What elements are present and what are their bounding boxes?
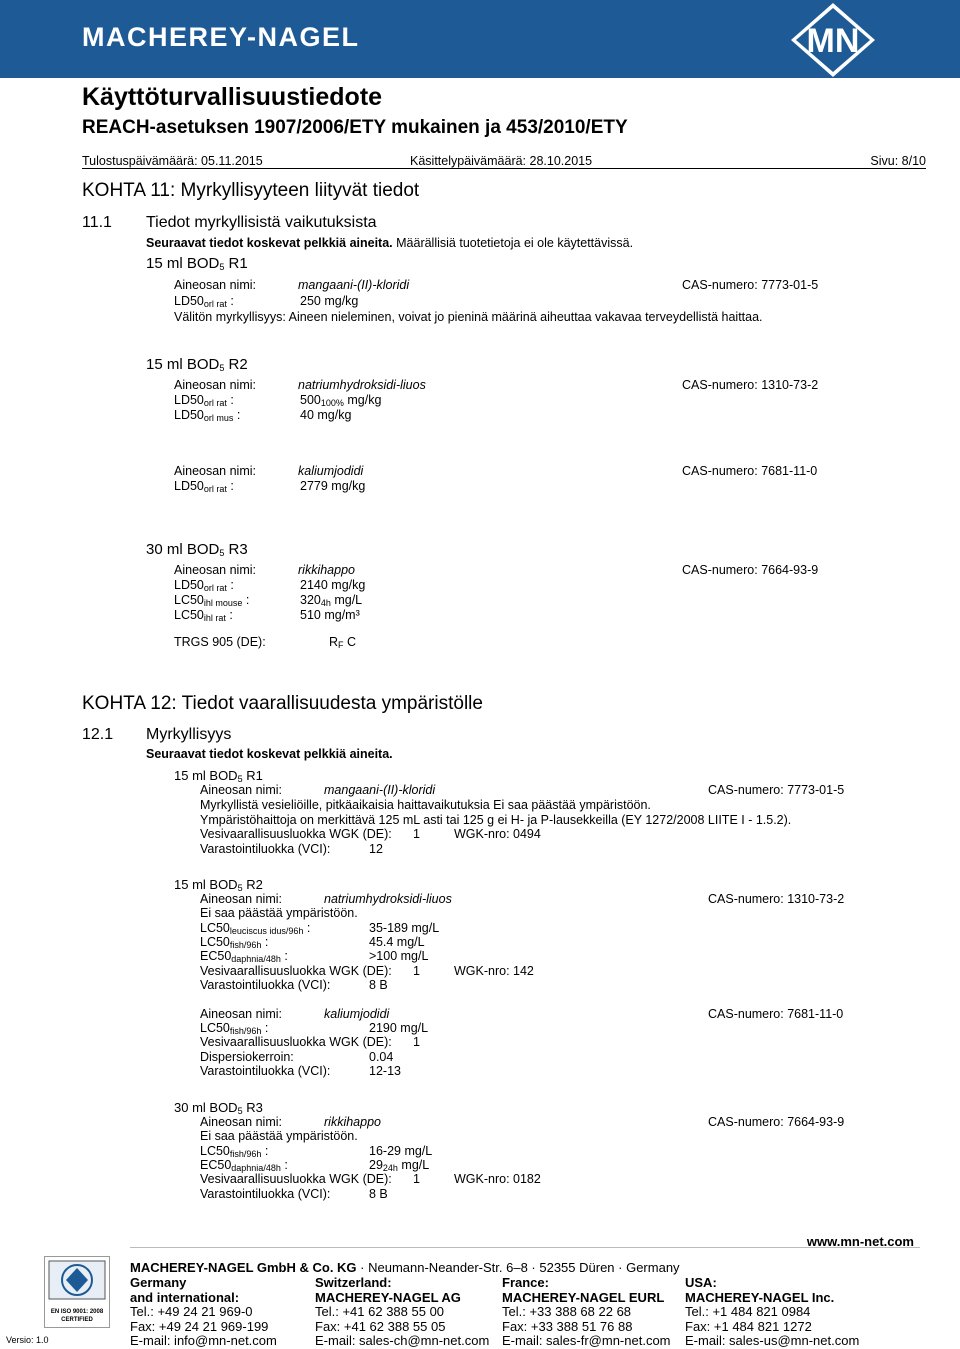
s12-r2-vci-label: Varastointiluokka (VCI): <box>200 978 331 992</box>
logo-text: MN <box>806 22 860 60</box>
s11-r2-cas2: CAS-numero: 7681-11-0 <box>682 464 818 478</box>
website-link[interactable]: www.mn-net.com <box>806 1234 914 1249</box>
s12-r2-ec50-label: $EC50_{daphnia/48h}$ : <box>200 949 288 964</box>
s12-r1-wgk-value: 1 <box>413 827 420 841</box>
s11-r2-ld50-rat-value: $500_{100\%}$ mg/kg <box>300 393 382 408</box>
s12-r1-name-label: Aineosan nimi: <box>200 783 282 797</box>
s12-r2-lc50-idus-value: 35-189 mg/L <box>369 921 440 935</box>
s12-r3-ec50-label: $EC50_{daphnia/48h}$ : <box>200 1158 288 1173</box>
s12-r2-wgk-value: 1 <box>413 964 420 978</box>
s12-r2-dispersion-label: Dispersiokerroin: <box>200 1050 294 1064</box>
s12-r2-wgk-nr: WGK-nro: 142 <box>454 964 534 978</box>
s12-r1-vci-value: 12 <box>369 842 383 856</box>
section-11-title: KOHTA 11: Myrkyllisyyteen liityvät tiedot <box>82 180 420 201</box>
certificate-seal-icon <box>45 1257 109 1303</box>
s12-r3-name-label: Aineosan nimi: <box>200 1115 282 1129</box>
s12-r3-header: 30 ml $BOD_5$ R3 <box>174 1100 263 1116</box>
s12-r2-name: natriumhydroksidi-liuos <box>324 892 452 906</box>
s11-r1-name-label: Aineosan nimi: <box>174 278 256 292</box>
s11-r2-ld50-label-3: $LD50_{orl rat}$ : <box>174 479 234 494</box>
footer-col-usa <box>685 1276 859 1349</box>
s11-r2-cas: CAS-numero: 1310-73-2 <box>682 378 819 392</box>
s11-r3-lc50-mouse-value: $320_{4h}$ mg/L <box>300 593 363 608</box>
s12-r3-lc50-label: $LC50_{fish/96h}$ : <box>200 1144 269 1159</box>
footer-col-germany <box>130 1276 277 1349</box>
s11-r2-name2: kaliumjodidi <box>298 464 364 478</box>
s11-r1-toxicity: Välitön myrkyllisyys: Aineen nieleminen, voivat jo pieninä määrinä aiheuttaa vakavaa terveydellistä haittaa. <box>174 310 763 324</box>
s12-r2-wgk2-value: 1 <box>413 1035 420 1049</box>
s12-r3-wgk-label: Vesivaarallisuusluokka WGK (DE): <box>200 1172 392 1186</box>
s11-r1-cas: CAS-numero: 7773-01-5 <box>682 278 819 292</box>
footer-col-usa-tel: Tel.: +1 484 821 0984 <box>685 1304 811 1319</box>
s12-r2-name2-label: Aineosan nimi: <box>200 1007 282 1021</box>
s12-r1-line2: Ympäristöhaittoja on merkittävä 125 mL asti tai 125 g ei H- ja P-lausekkeilla (EY 1272/2008 LIITE I - 1.5.2). <box>200 813 792 827</box>
footer-col-germany-email[interactable]: E-mail: info@mn-net.com <box>130 1333 277 1348</box>
s12-r1-line1: Myrkyllistä vesieliöille, pitkäaikaisia haittavaikutuksia Ei saa päästää ympäristöön. <box>200 798 651 812</box>
footer-col-switzerland-email[interactable]: E-mail: sales-ch@mn-net.com <box>315 1333 490 1348</box>
s11-r3-lc50-rat-label: $LC50_{ihl rat}$ : <box>174 608 233 623</box>
s12-r1-header: 15 ml $BOD_5$ R1 <box>174 768 263 784</box>
footer-col-usa-h1: USA: <box>685 1275 717 1290</box>
section-12-1-title: Myrkyllisyys <box>146 726 232 743</box>
s12-r2-cas2: CAS-numero: 7681-11-0 <box>708 1007 844 1021</box>
s12-r3-wgk-value: 1 <box>413 1172 420 1186</box>
section-11-note: Seuraavat tiedot koskevat pelkkiä aineita. Määrällisiä tuotetietoja ei ole käytettävissä. <box>146 236 634 250</box>
s12-r1-cas: CAS-numero: 7773-01-5 <box>708 783 845 797</box>
s11-r3-ld50-label: $LD50_{orl rat}$ : <box>174 578 234 593</box>
s12-r3-vci-value: 8 B <box>369 1187 388 1201</box>
s11-r3-cas: CAS-numero: 7664-93-9 <box>682 563 819 577</box>
version-label: Versio: 1.0 <box>6 1335 49 1345</box>
s12-r2-lc50-fish-value-2: 2190 mg/L <box>369 1021 429 1035</box>
s11-r3-name: rikkihappo <box>298 563 355 577</box>
s12-r3-wgk-nr: WGK-nro: 0182 <box>454 1172 541 1186</box>
footer-col-france <box>502 1276 671 1349</box>
s12-r3-line1: Ei saa päästää ympäristöön. <box>200 1129 358 1143</box>
s12-r1-wgk-nr: WGK-nro: 0494 <box>454 827 541 841</box>
footer-col-switzerland-h2: MACHEREY-NAGEL AG <box>315 1289 461 1305</box>
s11-r2-header: 15 ml $BOD_5$ R2 <box>146 356 248 373</box>
s11-r2-ld50-mus-label: $LD50_{orl mus}$ : <box>174 408 241 423</box>
iso-certificate-badge <box>44 1256 110 1328</box>
s12-r3-cas: CAS-numero: 7664-93-9 <box>708 1115 845 1129</box>
header-divider <box>82 168 926 169</box>
s12-r2-wgk-label: Vesivaarallisuusluokka WGK (DE): <box>200 964 392 978</box>
s12-r2-header: 15 ml $BOD_5$ R2 <box>174 877 263 893</box>
s11-r3-name-label: Aineosan nimi: <box>174 563 256 577</box>
s12-r1-wgk-label: Vesivaarallisuusluokka WGK (DE): <box>200 827 392 841</box>
company-line: MACHEREY-NAGEL GmbH & Co. KG · Neumann-Neander-Str. 6–8 · 52355 Düren · Germany <box>130 1260 680 1275</box>
s11-r1-ld50-label: $LD50_{orl rat}$ : <box>174 294 234 309</box>
s12-r2-vci2-value: 12-13 <box>369 1064 401 1078</box>
s11-r1-header: 15 ml $BOD_5$ R1 <box>146 255 248 272</box>
s11-r3-trgs-value: $R_F$ C <box>329 635 357 650</box>
s11-r3-lc50-mouse-label: $LC50_{ihl mouse}$ : <box>174 593 250 608</box>
section-12-title: KOHTA 12: Tiedot vaarallisuudesta ympäristölle <box>82 693 483 714</box>
s12-r2-cas: CAS-numero: 1310-73-2 <box>708 892 845 906</box>
s12-r2-wgk2-label: Vesivaarallisuusluokka WGK (DE): <box>200 1035 392 1049</box>
footer-divider <box>130 1247 920 1248</box>
s11-r3-header: 30 ml $BOD_5$ R3 <box>146 541 248 558</box>
s11-r1-ld50-value: 250 mg/kg <box>300 294 359 308</box>
footer-col-usa-fax: Fax: +1 484 821 1272 <box>685 1318 812 1334</box>
doc-subtitle: REACH-asetuksen 1907/2006/ETY mukainen ja 453/2010/ETY <box>82 117 628 138</box>
footer-col-usa-h2: MACHEREY-NAGEL Inc. <box>685 1289 835 1305</box>
s11-r2-name2-label: Aineosan nimi: <box>174 464 256 478</box>
footer-col-germany-h2: and international: <box>130 1289 240 1305</box>
section-11-1-title: Tiedot myrkyllisistä vaikutuksista <box>146 214 377 231</box>
s12-r1-vci-label: Varastointiluokka (VCI): <box>200 842 331 856</box>
footer-col-france-h1: France: <box>502 1275 549 1290</box>
s12-r2-name-label: Aineosan nimi: <box>200 892 282 906</box>
s12-r2-ec50-value: >100 mg/L <box>369 949 429 963</box>
footer-col-france-tel: Tel.: +33 388 68 22 68 <box>502 1304 632 1319</box>
s11-r2-name: natriumhydroksidi-liuos <box>298 378 426 392</box>
s12-r2-lc50-fish-label-2: $LC50_{fish/96h}$ : <box>200 1021 269 1036</box>
s12-r3-ec50-value: $29_{24h}$ mg/L <box>369 1158 430 1173</box>
footer-col-usa-email[interactable]: E-mail: sales-us@mn-net.com <box>685 1333 860 1348</box>
s12-r2-lc50-fish-value: 45.4 mg/L <box>369 935 425 949</box>
footer-col-switzerland-h1: Switzerland: <box>315 1275 392 1290</box>
s12-r3-lc50-value: 16-29 mg/L <box>369 1144 433 1158</box>
footer-col-switzerland-fax: Fax: +41 62 388 55 05 <box>315 1318 446 1334</box>
s11-r1-name: mangaani-(II)-kloridi <box>298 278 410 292</box>
footer-col-germany-h1: Germany <box>130 1275 187 1290</box>
s12-r2-vci-value: 8 B <box>369 978 388 992</box>
print-date: Tulostuspäivämäärä: 05.11.2015 <box>82 154 263 168</box>
s11-r2-ld50-rat-label: $LD50_{orl rat}$ : <box>174 393 234 408</box>
section-11-1-number: 11.1 <box>82 214 112 231</box>
mn-logo-icon <box>783 2 883 78</box>
footer-col-germany-tel: Tel.: +49 24 21 969-0 <box>130 1304 253 1319</box>
edit-date: Käsittelypäivämäärä: 28.10.2015 <box>410 154 593 168</box>
s12-r2-dispersion-value: 0.04 <box>369 1050 394 1064</box>
brand-name: MACHEREY-NAGEL <box>82 22 360 52</box>
s11-r2-ld50-value-3: 2779 mg/kg <box>300 479 366 493</box>
s11-r3-trgs-label: TRGS 905 (DE): <box>174 635 266 649</box>
iso-cert-line2: CERTIFIED <box>61 1317 93 1323</box>
footer-col-germany-fax: Fax: +49 24 21 969-199 <box>130 1318 269 1334</box>
page-number: Sivu: 8/10 <box>870 154 926 168</box>
s12-r1-name: mangaani-(II)-kloridi <box>324 783 436 797</box>
footer-col-france-fax: Fax: +33 388 51 76 88 <box>502 1318 633 1334</box>
s12-r3-name: rikkihappo <box>324 1115 381 1129</box>
s12-r2-vci2-label: Varastointiluokka (VCI): <box>200 1064 331 1078</box>
s12-r2-line1: Ei saa päästää ympäristöön. <box>200 906 358 920</box>
section-12-1-number: 12.1 <box>82 726 114 743</box>
s12-r2-lc50-fish-label: $LC50_{fish/96h}$ : <box>200 935 269 950</box>
s12-r2-lc50-idus-label: $LC50_{leuciscus idus/96h}$ : <box>200 921 311 936</box>
footer-col-switzerland <box>315 1276 489 1349</box>
s11-r2-name-label: Aineosan nimi: <box>174 378 256 392</box>
doc-title: Käyttöturvallisuustiedote <box>82 83 383 111</box>
footer-col-france-email[interactable]: E-mail: sales-fr@mn-net.com <box>502 1333 671 1348</box>
iso-cert-line1: EN ISO 9001: 2008 <box>50 1309 104 1315</box>
section-12-note: Seuraavat tiedot koskevat pelkkiä aineita. <box>146 747 393 761</box>
s11-r3-ld50-value: 2140 mg/kg <box>300 578 366 592</box>
s12-r3-vci-label: Varastointiluokka (VCI): <box>200 1187 331 1201</box>
footer-col-switzerland-tel: Tel.: +41 62 388 55 00 <box>315 1304 445 1319</box>
s11-r3-lc50-rat-value: 510 mg/m³ <box>300 608 360 622</box>
footer-col-france-h2: MACHEREY-NAGEL EURL <box>502 1289 665 1305</box>
s11-r2-ld50-mus-value: 40 mg/kg <box>300 408 352 422</box>
s12-r2-name2: kaliumjodidi <box>324 1007 390 1021</box>
